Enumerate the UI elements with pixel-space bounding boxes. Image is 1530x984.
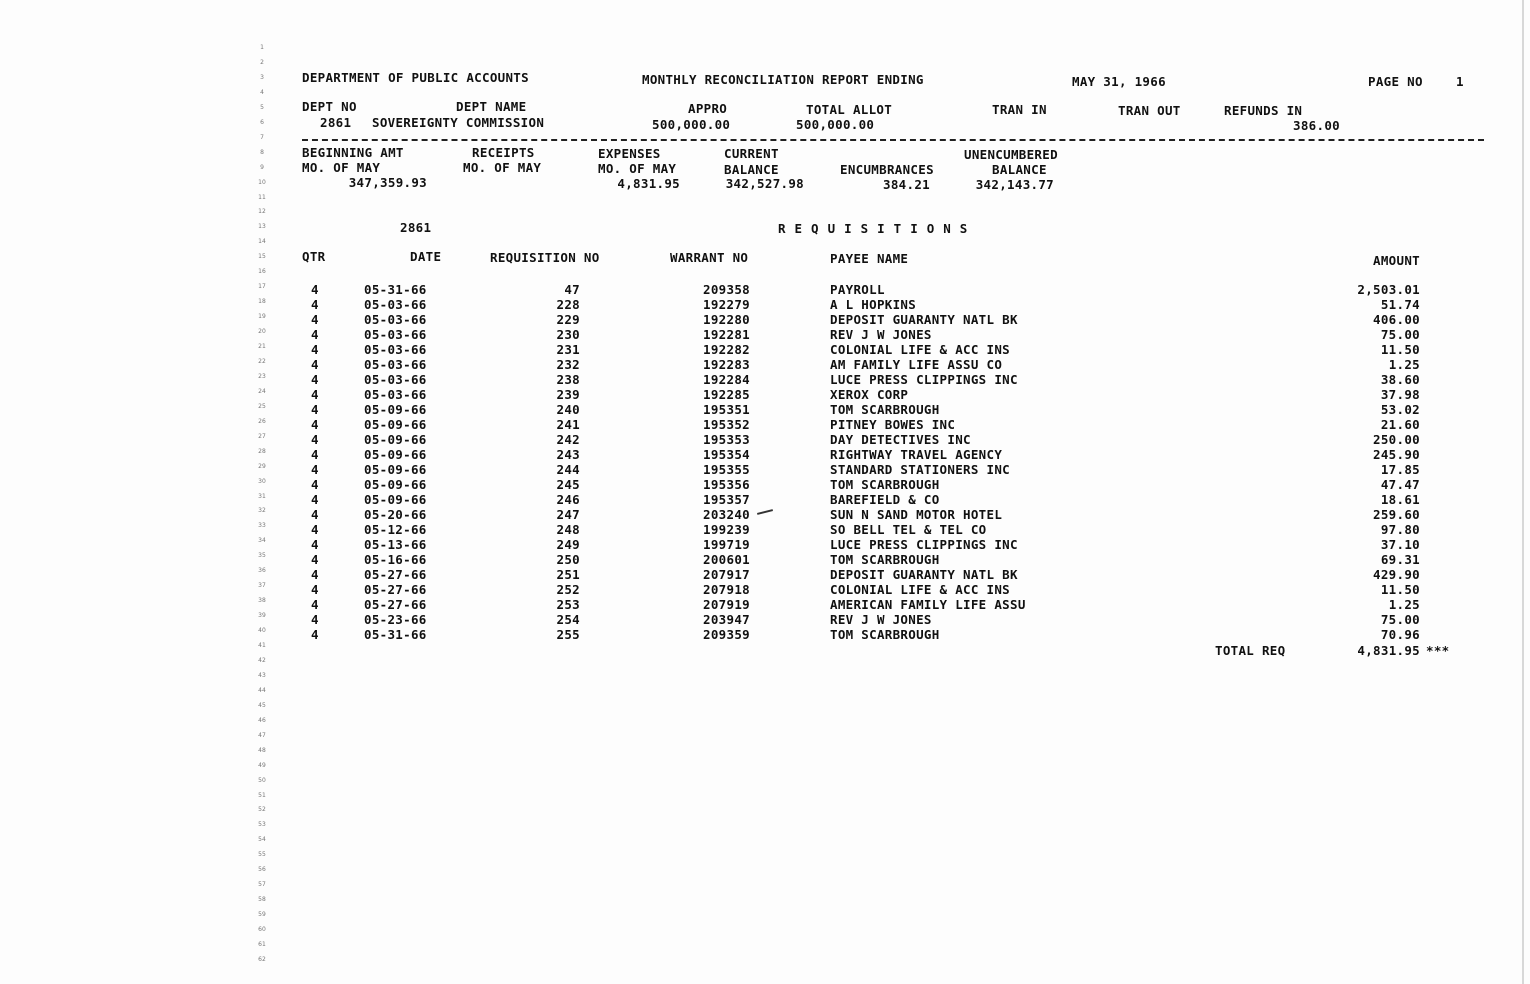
cell-amount: 18.61 bbox=[1380, 492, 1420, 508]
line-number: 44 bbox=[258, 686, 266, 694]
line-number: 11 bbox=[258, 193, 266, 201]
table-row bbox=[0, 610, 1530, 625]
label-dept-name: DEPT NAME bbox=[456, 99, 527, 114]
table-row bbox=[0, 460, 1530, 478]
cell-warrant-no: 203240 bbox=[703, 507, 750, 523]
line-number: 58 bbox=[258, 896, 266, 904]
line-number: 20 bbox=[258, 328, 266, 336]
cell-payee-name: A L HOPKINS bbox=[830, 296, 917, 312]
cell-requisition-no: 251 bbox=[556, 567, 580, 583]
line-number: 61 bbox=[258, 941, 266, 948]
line-number: 24 bbox=[258, 387, 266, 395]
expenses-value: 4,831.95 bbox=[617, 176, 680, 191]
table-row bbox=[0, 520, 1530, 538]
cell-qtr: 4 bbox=[311, 371, 319, 387]
label-receipts-period: MO. OF MAY bbox=[463, 160, 542, 175]
cell-qtr: 4 bbox=[311, 311, 319, 327]
cell-payee-name: TOM SCARBROUGH bbox=[830, 477, 940, 493]
label-expenses-period: MO. OF MAY bbox=[598, 161, 677, 176]
table-row bbox=[0, 535, 1530, 553]
label-current: CURRENT bbox=[724, 146, 779, 161]
cell-warrant-no: 195357 bbox=[703, 492, 750, 508]
line-number: 60 bbox=[258, 926, 266, 934]
line-number: 25 bbox=[258, 402, 266, 410]
cell-qtr: 4 bbox=[311, 477, 319, 493]
cell-warrant-no: 195356 bbox=[703, 477, 750, 493]
line-number: 42 bbox=[258, 656, 266, 664]
table-row bbox=[0, 475, 1530, 493]
line-number: 57 bbox=[258, 881, 266, 889]
cell-requisition-no: 229 bbox=[556, 311, 580, 327]
dept-no-value: 2861 bbox=[320, 115, 352, 130]
table-row bbox=[0, 416, 1530, 431]
table-row bbox=[0, 401, 1530, 416]
cell-date: 05-03-66 bbox=[364, 326, 427, 342]
cell-warrant-no: 200601 bbox=[703, 552, 750, 568]
cell-qtr: 4 bbox=[311, 537, 319, 553]
table-row bbox=[0, 311, 1530, 326]
table-row bbox=[0, 296, 1530, 311]
table-row bbox=[0, 490, 1530, 508]
page-label: PAGE NO bbox=[1368, 74, 1423, 89]
appro-value: 500,000.00 bbox=[652, 117, 731, 132]
line-number: 52 bbox=[258, 806, 266, 814]
col-header-amount: AMOUNT bbox=[1373, 253, 1420, 268]
cell-date: 05-20-66 bbox=[364, 507, 427, 523]
cell-payee-name: STANDARD STATIONERS INC bbox=[830, 462, 1010, 478]
table-row bbox=[0, 550, 1530, 568]
cell-date: 05-03-66 bbox=[364, 371, 427, 387]
org-name: DEPARTMENT OF PUBLIC ACCOUNTS bbox=[302, 70, 529, 85]
cell-amount: 21.60 bbox=[1380, 416, 1420, 432]
line-number: 50 bbox=[258, 776, 266, 784]
cell-warrant-no: 199239 bbox=[703, 522, 750, 538]
line-number: 59 bbox=[258, 911, 266, 919]
col-header-date: DATE bbox=[410, 249, 442, 264]
cell-amount: 2,503.01 bbox=[1357, 282, 1420, 297]
line-number: 38 bbox=[258, 597, 266, 605]
cell-warrant-no: 209358 bbox=[703, 282, 750, 297]
cell-requisition-no: 228 bbox=[556, 296, 580, 312]
cell-payee-name: TOM SCARBROUGH bbox=[830, 626, 940, 642]
cell-amount: 1.25 bbox=[1388, 596, 1420, 612]
line-number: 36 bbox=[258, 567, 266, 575]
cell-warrant-no: 203947 bbox=[703, 611, 750, 627]
requisitions-title: REQUISITIONS bbox=[778, 221, 977, 236]
cell-qtr: 4 bbox=[311, 462, 319, 478]
cell-date: 05-27-66 bbox=[364, 582, 427, 597]
cell-warrant-no: 192283 bbox=[703, 356, 750, 372]
cell-requisition-no: 246 bbox=[556, 492, 580, 508]
cell-payee-name: AMERICAN FAMILY LIFE ASSU bbox=[830, 596, 1026, 612]
line-number: 34 bbox=[258, 537, 266, 545]
cell-requisition-no: 249 bbox=[556, 537, 580, 553]
table-row bbox=[0, 565, 1530, 583]
col-header-warrant-no: WARRANT NO bbox=[670, 250, 749, 265]
line-number: 48 bbox=[258, 746, 266, 754]
line-number: 8 bbox=[260, 148, 264, 156]
cell-qtr: 4 bbox=[311, 401, 319, 417]
label-tran-out: TRAN OUT bbox=[1118, 103, 1181, 118]
cell-requisition-no: 254 bbox=[556, 611, 580, 627]
cell-warrant-no: 195352 bbox=[703, 416, 750, 432]
label-receipts: RECEIPTS bbox=[472, 145, 535, 160]
cell-qtr: 4 bbox=[311, 356, 319, 372]
cell-requisition-no: 232 bbox=[556, 356, 580, 372]
line-number: 41 bbox=[258, 642, 266, 649]
line-number: 55 bbox=[258, 851, 266, 859]
line-number: 45 bbox=[258, 701, 266, 709]
cell-requisition-no: 252 bbox=[556, 582, 580, 597]
cell-payee-name: TOM SCARBROUGH bbox=[830, 552, 940, 568]
cell-payee-name: SUN N SAND MOTOR HOTEL bbox=[830, 507, 1003, 523]
cell-payee-name: PITNEY BOWES INC bbox=[830, 416, 956, 432]
cell-payee-name: COLONIAL LIFE & ACC INS bbox=[830, 341, 1010, 357]
cell-payee-name: AM FAMILY LIFE ASSU CO bbox=[830, 356, 1003, 372]
page-number: 1 bbox=[1456, 74, 1464, 89]
cell-amount: 11.50 bbox=[1380, 341, 1420, 357]
cell-date: 05-03-66 bbox=[364, 311, 427, 327]
cell-qtr: 4 bbox=[311, 567, 319, 583]
line-number: 22 bbox=[258, 357, 266, 365]
cell-date: 05-03-66 bbox=[364, 341, 427, 357]
table-row bbox=[0, 281, 1530, 296]
cell-warrant-no: 195353 bbox=[703, 431, 750, 447]
cell-amount: 245.90 bbox=[1373, 447, 1420, 463]
cell-date: 05-09-66 bbox=[364, 477, 427, 493]
line-number: 19 bbox=[258, 313, 266, 321]
table-row bbox=[0, 326, 1530, 341]
cell-qtr: 4 bbox=[311, 282, 319, 297]
cell-date: 05-09-66 bbox=[364, 416, 427, 432]
line-number: 51 bbox=[258, 791, 266, 799]
report-date: MAY 31, 1966 bbox=[1072, 74, 1166, 89]
cell-warrant-no: 195355 bbox=[703, 462, 750, 478]
requisitions-dept-no: 2861 bbox=[400, 220, 432, 235]
line-number: 39 bbox=[258, 612, 266, 620]
cell-qtr: 4 bbox=[311, 447, 319, 463]
line-number: 53 bbox=[258, 821, 266, 829]
cell-warrant-no: 192284 bbox=[703, 371, 750, 387]
cell-payee-name: LUCE PRESS CLIPPINGS INC bbox=[830, 537, 1018, 553]
line-number: 30 bbox=[258, 477, 266, 485]
cell-payee-name: COLONIAL LIFE & ACC INS bbox=[830, 582, 1010, 597]
line-number: 33 bbox=[258, 522, 266, 530]
cell-warrant-no: 192279 bbox=[703, 296, 750, 312]
line-number: 2 bbox=[260, 58, 264, 66]
line-number: 5 bbox=[260, 103, 264, 111]
line-number: 32 bbox=[258, 507, 266, 515]
cell-requisition-no: 245 bbox=[556, 477, 580, 493]
encumbrances-value: 384.21 bbox=[883, 177, 930, 192]
dashed-separator bbox=[302, 139, 1484, 141]
line-number: 14 bbox=[258, 238, 266, 246]
cell-warrant-no: 209359 bbox=[703, 626, 750, 642]
cell-warrant-no: 207917 bbox=[703, 567, 750, 583]
line-number: 10 bbox=[258, 178, 266, 186]
label-beginning-amt: BEGINNING AMT bbox=[302, 145, 404, 160]
cell-date: 05-13-66 bbox=[364, 537, 427, 553]
line-number: 21 bbox=[258, 343, 266, 350]
label-beginning-period: MO. OF MAY bbox=[302, 160, 381, 175]
label-total-allot: TOTAL ALLOT bbox=[806, 102, 893, 117]
total-req-amount: 4,831.95 bbox=[1357, 643, 1420, 658]
cell-payee-name: REV J W JONES bbox=[830, 611, 932, 627]
line-number: 6 bbox=[260, 118, 264, 126]
cell-date: 05-27-66 bbox=[364, 567, 427, 583]
cell-payee-name: BAREFIELD & CO bbox=[830, 492, 940, 508]
line-number: 62 bbox=[258, 955, 266, 963]
cell-qtr: 4 bbox=[311, 507, 319, 523]
label-unencumbered: UNENCUMBERED bbox=[964, 147, 1058, 162]
cell-qtr: 4 bbox=[311, 416, 319, 432]
total-req-label: TOTAL REQ bbox=[1215, 643, 1286, 658]
line-number: 40 bbox=[258, 627, 266, 635]
cell-payee-name: XEROX CORP bbox=[830, 386, 909, 402]
line-number: 26 bbox=[258, 417, 266, 425]
cell-requisition-no: 238 bbox=[556, 371, 580, 387]
cell-amount: 250.00 bbox=[1373, 431, 1420, 447]
cell-qtr: 4 bbox=[311, 582, 319, 597]
line-number: 4 bbox=[260, 88, 264, 96]
cell-date: 05-09-66 bbox=[364, 492, 427, 508]
cell-qtr: 4 bbox=[311, 341, 319, 357]
cell-warrant-no: 199719 bbox=[703, 537, 750, 553]
col-header-qtr: QTR bbox=[302, 249, 326, 264]
cell-warrant-no: 195351 bbox=[703, 401, 750, 417]
cell-date: 05-31-66 bbox=[364, 626, 427, 642]
cell-warrant-no: 207918 bbox=[703, 582, 750, 597]
label-encumbrances: ENCUMBRANCES bbox=[840, 162, 934, 177]
cell-amount: 51.74 bbox=[1380, 296, 1420, 312]
unencumbered-balance-value: 342,143.77 bbox=[975, 177, 1054, 192]
cell-date: 05-31-66 bbox=[364, 282, 427, 297]
total-allot-value: 500,000.00 bbox=[796, 117, 875, 132]
cell-warrant-no: 195354 bbox=[703, 447, 750, 463]
cell-qtr: 4 bbox=[311, 611, 319, 627]
cell-amount: 11.50 bbox=[1380, 582, 1420, 597]
cell-amount: 429.90 bbox=[1373, 567, 1420, 583]
label-current-balance: BALANCE bbox=[724, 162, 779, 177]
cell-requisition-no: 47 bbox=[564, 282, 580, 297]
cell-date: 05-09-66 bbox=[364, 462, 427, 478]
cell-requisition-no: 244 bbox=[556, 462, 580, 478]
cell-requisition-no: 239 bbox=[556, 386, 580, 402]
cell-warrant-no: 192281 bbox=[703, 326, 750, 342]
cell-payee-name: DEPOSIT GUARANTY NATL BK bbox=[830, 311, 1018, 327]
cell-amount: 37.98 bbox=[1380, 386, 1420, 402]
cell-warrant-no: 192280 bbox=[703, 311, 750, 327]
beginning-amt-value: 347,359.93 bbox=[348, 175, 427, 190]
cell-payee-name: SO BELL TEL & TEL CO bbox=[830, 522, 987, 538]
label-refunds-in: REFUNDS IN bbox=[1224, 103, 1303, 118]
cell-date: 05-03-66 bbox=[364, 386, 427, 402]
cell-amount: 17.85 bbox=[1380, 462, 1420, 478]
line-number: 18 bbox=[258, 298, 266, 306]
cell-requisition-no: 242 bbox=[556, 431, 580, 447]
line-number: 9 bbox=[260, 163, 264, 171]
col-header-payee-name: PAYEE NAME bbox=[830, 251, 909, 266]
total-req-marker: *** bbox=[1426, 643, 1450, 658]
cell-qtr: 4 bbox=[311, 296, 319, 312]
cell-qtr: 4 bbox=[311, 431, 319, 447]
line-number: 31 bbox=[258, 492, 266, 500]
cell-requisition-no: 253 bbox=[556, 596, 580, 612]
cell-date: 05-03-66 bbox=[364, 296, 427, 312]
cell-requisition-no: 248 bbox=[556, 522, 580, 538]
cell-date: 05-27-66 bbox=[364, 596, 427, 612]
line-number: 56 bbox=[258, 866, 266, 874]
cell-amount: 38.60 bbox=[1380, 371, 1420, 387]
label-appro: APPRO bbox=[688, 101, 728, 116]
line-number: 43 bbox=[258, 671, 266, 679]
cell-requisition-no: 231 bbox=[556, 341, 580, 357]
line-number: 35 bbox=[258, 552, 266, 560]
cell-payee-name: TOM SCARBROUGH bbox=[830, 401, 940, 417]
cell-payee-name: REV J W JONES bbox=[830, 326, 932, 342]
cell-qtr: 4 bbox=[311, 492, 319, 508]
table-row bbox=[0, 341, 1530, 356]
cell-amount: 259.60 bbox=[1373, 507, 1420, 523]
label-unencumbered-balance: BALANCE bbox=[992, 162, 1047, 177]
cell-requisition-no: 255 bbox=[556, 626, 580, 642]
cell-payee-name: RIGHTWAY TRAVEL AGENCY bbox=[830, 447, 1003, 463]
cell-qtr: 4 bbox=[311, 326, 319, 342]
cell-date: 05-03-66 bbox=[364, 356, 427, 372]
cell-date: 05-09-66 bbox=[364, 447, 427, 463]
cell-requisition-no: 230 bbox=[556, 326, 580, 342]
cell-qtr: 4 bbox=[311, 522, 319, 538]
cell-date: 05-09-66 bbox=[364, 401, 427, 417]
line-number: 27 bbox=[258, 432, 266, 440]
cell-date: 05-12-66 bbox=[364, 522, 427, 538]
cell-date: 05-16-66 bbox=[364, 552, 427, 568]
line-number: 37 bbox=[258, 582, 266, 590]
cell-amount: 37.10 bbox=[1380, 537, 1420, 553]
line-number: 23 bbox=[258, 372, 266, 380]
cell-warrant-no: 192282 bbox=[703, 341, 750, 357]
dept-name-value: SOVEREIGNTY COMMISSION bbox=[372, 115, 545, 130]
line-number: 29 bbox=[258, 462, 266, 470]
cell-qtr: 4 bbox=[311, 596, 319, 612]
line-number: 17 bbox=[258, 283, 266, 291]
cell-amount: 1.25 bbox=[1388, 356, 1420, 372]
line-number: 12 bbox=[258, 208, 266, 216]
cell-warrant-no: 207919 bbox=[703, 596, 750, 612]
line-number: 1 bbox=[260, 44, 264, 51]
cell-requisition-no: 247 bbox=[556, 507, 580, 523]
table-row bbox=[0, 595, 1530, 610]
label-tran-in: TRAN IN bbox=[992, 102, 1047, 117]
cell-warrant-no: 192285 bbox=[703, 386, 750, 402]
cell-qtr: 4 bbox=[311, 552, 319, 568]
line-number: 7 bbox=[260, 133, 264, 141]
cell-payee-name: DEPOSIT GUARANTY NATL BK bbox=[830, 567, 1018, 583]
line-number: 15 bbox=[258, 253, 266, 261]
cell-amount: 75.00 bbox=[1380, 326, 1420, 342]
line-number: 16 bbox=[258, 268, 266, 276]
cell-amount: 69.31 bbox=[1380, 552, 1420, 568]
label-expenses: EXPENSES bbox=[598, 146, 661, 161]
table-row bbox=[0, 431, 1530, 446]
table-row bbox=[0, 371, 1530, 386]
line-number: 49 bbox=[258, 761, 266, 769]
table-row bbox=[0, 580, 1530, 595]
cell-requisition-no: 241 bbox=[556, 416, 580, 432]
line-number: 47 bbox=[258, 731, 266, 739]
cell-amount: 47.47 bbox=[1380, 477, 1420, 493]
cell-amount: 70.96 bbox=[1380, 626, 1420, 642]
cell-amount: 53.02 bbox=[1380, 401, 1420, 417]
line-number: 3 bbox=[260, 73, 264, 81]
cell-amount: 406.00 bbox=[1373, 311, 1420, 327]
table-row bbox=[0, 356, 1530, 371]
cell-date: 05-09-66 bbox=[364, 431, 427, 447]
label-dept-no: DEPT NO bbox=[302, 99, 357, 114]
line-number: 13 bbox=[258, 223, 266, 231]
cell-payee-name: LUCE PRESS CLIPPINGS INC bbox=[830, 371, 1018, 387]
cell-date: 05-23-66 bbox=[364, 611, 427, 627]
line-number: 54 bbox=[258, 836, 266, 844]
cell-amount: 75.00 bbox=[1380, 611, 1420, 627]
line-number: 28 bbox=[258, 447, 266, 455]
line-number: 46 bbox=[258, 716, 266, 724]
cell-amount: 97.80 bbox=[1380, 522, 1420, 538]
col-header-requisition-no: REQUISITION NO bbox=[490, 250, 600, 265]
table-row bbox=[0, 386, 1530, 401]
refunds-in-value: 386.00 bbox=[1293, 118, 1340, 133]
cell-payee-name: PAYROLL bbox=[830, 282, 885, 297]
report-title: MONTHLY RECONCILIATION REPORT ENDING bbox=[642, 72, 924, 87]
cell-payee-name: DAY DETECTIVES INC bbox=[830, 431, 971, 447]
cell-qtr: 4 bbox=[311, 386, 319, 402]
table-row bbox=[0, 625, 1530, 640]
cell-requisition-no: 243 bbox=[556, 447, 580, 463]
current-balance-value: 342,527.98 bbox=[725, 176, 804, 191]
table-row bbox=[0, 445, 1530, 463]
cell-qtr: 4 bbox=[311, 626, 319, 642]
cell-requisition-no: 250 bbox=[556, 552, 580, 568]
cell-requisition-no: 240 bbox=[556, 401, 580, 417]
